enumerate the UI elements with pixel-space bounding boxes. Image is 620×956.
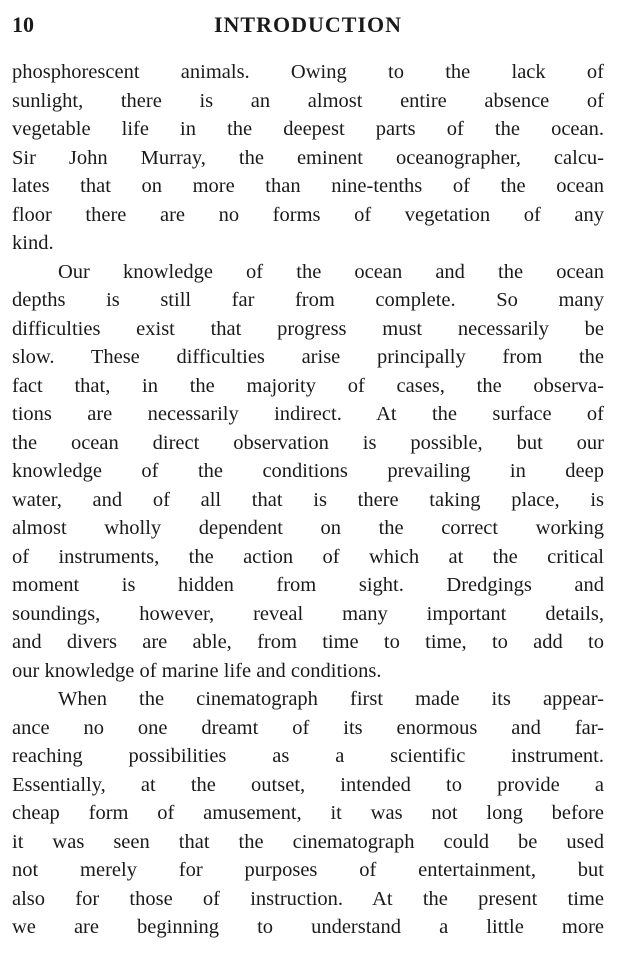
text-line: also for those of instruction. At the present time — [12, 887, 604, 910]
text-line: vegetable life in the deepest parts of the ocean. — [12, 118, 604, 140]
text-line: depths is still far from complete. So many — [12, 289, 604, 311]
text-line: the ocean direct observation is possible, but our — [12, 431, 604, 454]
text-line: difficulties exist that progress must necessarily be — [12, 317, 604, 340]
text-line: it was seen that the cinematograph could be used — [12, 830, 604, 853]
text-line: slow. These difficulties arise principally from the — [12, 346, 604, 368]
text-line: moment is hidden from sight. Dredgings and — [12, 574, 604, 596]
text-line: floor there are no forms of vegetation of any — [12, 203, 604, 226]
book-page — [12, 8, 604, 942]
text-line: and divers are able, from time to time, to add to — [12, 631, 604, 653]
text-line: water, and of all that is there taking place, is — [12, 488, 604, 511]
page-number: 10 — [12, 12, 34, 37]
text-line: Essentially, at the outset, intended to provide a — [12, 773, 604, 796]
text-line: almost wholly dependent on the correct working — [12, 517, 604, 539]
running-head: INTRODUCTION — [213, 12, 403, 37]
page-header — [12, 8, 604, 42]
text-line: Sir John Murray, the eminent oceanographer, calcu- — [12, 146, 604, 169]
text-line: fact that, in the majority of cases, the observa- — [12, 374, 604, 397]
text-line: lates that on more than nine-tenths of the ocean — [12, 175, 604, 197]
text-line: tions are necessarily indirect. At the surface of — [12, 403, 604, 425]
text-line: cheap form of amusement, it was not long before — [12, 802, 604, 824]
text-line: knowledge of the conditions prevailing in deep — [12, 460, 604, 482]
paragraph-1 — [12, 58, 604, 258]
text-line: we are beginning to understand a little more — [12, 916, 604, 938]
text-line: ance no one dreamt of its enormous and far- — [12, 716, 604, 739]
paragraph-3 — [12, 685, 604, 942]
text-line: Our knowledge of the ocean and the ocean — [58, 260, 604, 283]
text-line: soundings, however, reveal many important details, — [12, 602, 604, 625]
text-line: our knowledge of marine life and conditions. — [12, 659, 382, 682]
text-line: kind. — [12, 232, 54, 254]
body-text — [12, 58, 604, 942]
paragraph-2 — [12, 258, 604, 686]
text-line: sunlight, there is an almost entire absence of — [12, 89, 604, 112]
text-line: phosphorescent animals. Owing to the lack of — [12, 61, 604, 83]
text-line: reaching possibilities as a scientific instrument. — [12, 745, 604, 767]
text-line: not merely for purposes of entertainment, but — [12, 859, 604, 881]
text-line: of instruments, the action of which at the critical — [12, 545, 604, 568]
text-line: When the cinematograph first made its appear- — [58, 688, 604, 710]
